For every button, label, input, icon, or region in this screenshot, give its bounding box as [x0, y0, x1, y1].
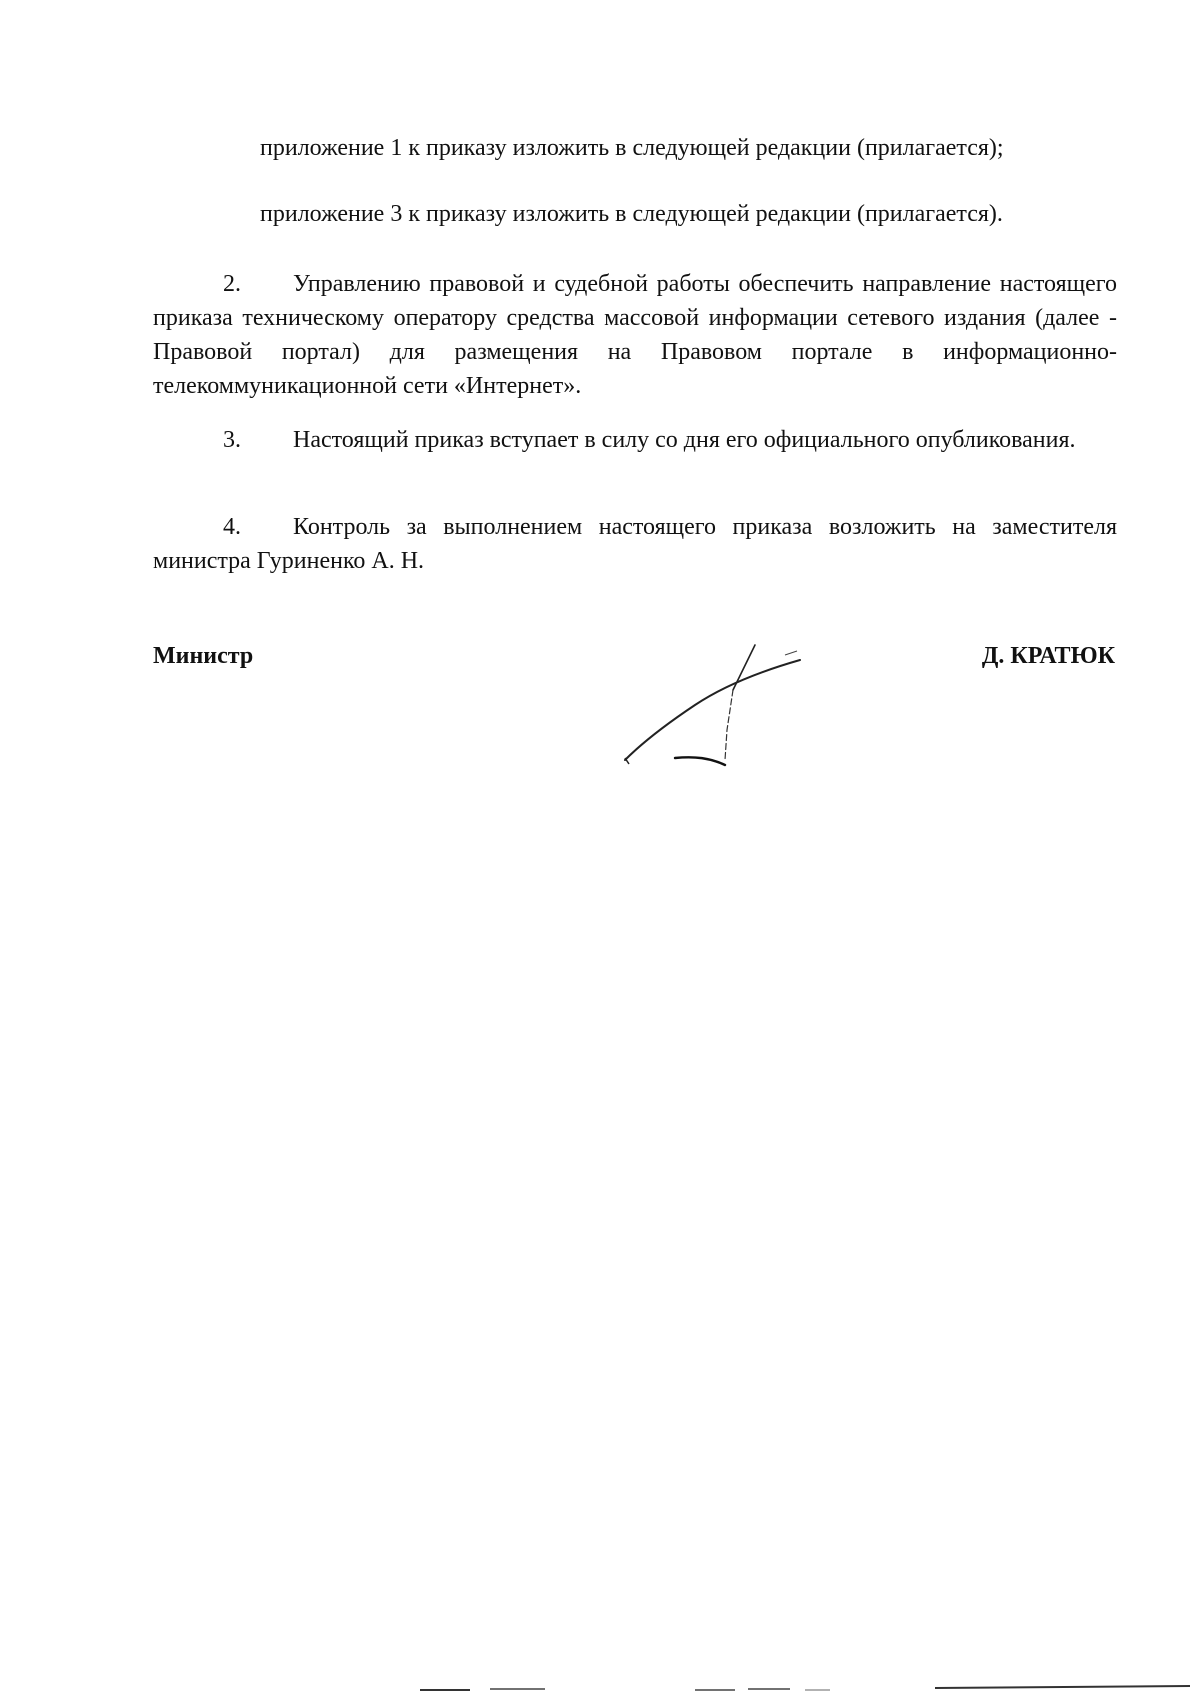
amendment-line-2: приложение 3 к приказу изложить в следующей редакции (прилагается). — [260, 201, 1003, 227]
paragraph-item-3 — [153, 423, 1117, 457]
paragraph-text: Настоящий приказ вступает в силу со дня его официального опубликования. — [293, 427, 1076, 453]
signatory-title: Министр — [153, 643, 254, 669]
paragraph-item-4 — [153, 510, 1117, 578]
paragraph-number: 3. — [223, 427, 241, 453]
paragraph-number: 4. — [223, 514, 241, 540]
paragraph-text: Управлению правовой и судебной работы обеспечить направление настоящего приказа техническому оператору средства массовой информации сетевого издания (далее - Правовой портал) для размещения на Правовом портале в информационно-телекоммуникационной сети «Интернет». — [153, 271, 1117, 399]
handwritten-signature — [615, 640, 815, 770]
signatory-name: Д. КРАТЮК — [981, 643, 1115, 669]
amendment-line-1: приложение 1 к приказу изложить в следующей редакции (прилагается); — [260, 135, 1004, 161]
paragraph-number: 2. — [223, 271, 241, 297]
paragraph-text: Контроль за выполнением настоящего приказа возложить на заместителя министра Гуриненко А. Н. — [153, 514, 1117, 574]
paragraph-item-2 — [153, 267, 1117, 403]
scan-border-marks — [0, 1680, 1200, 1697]
